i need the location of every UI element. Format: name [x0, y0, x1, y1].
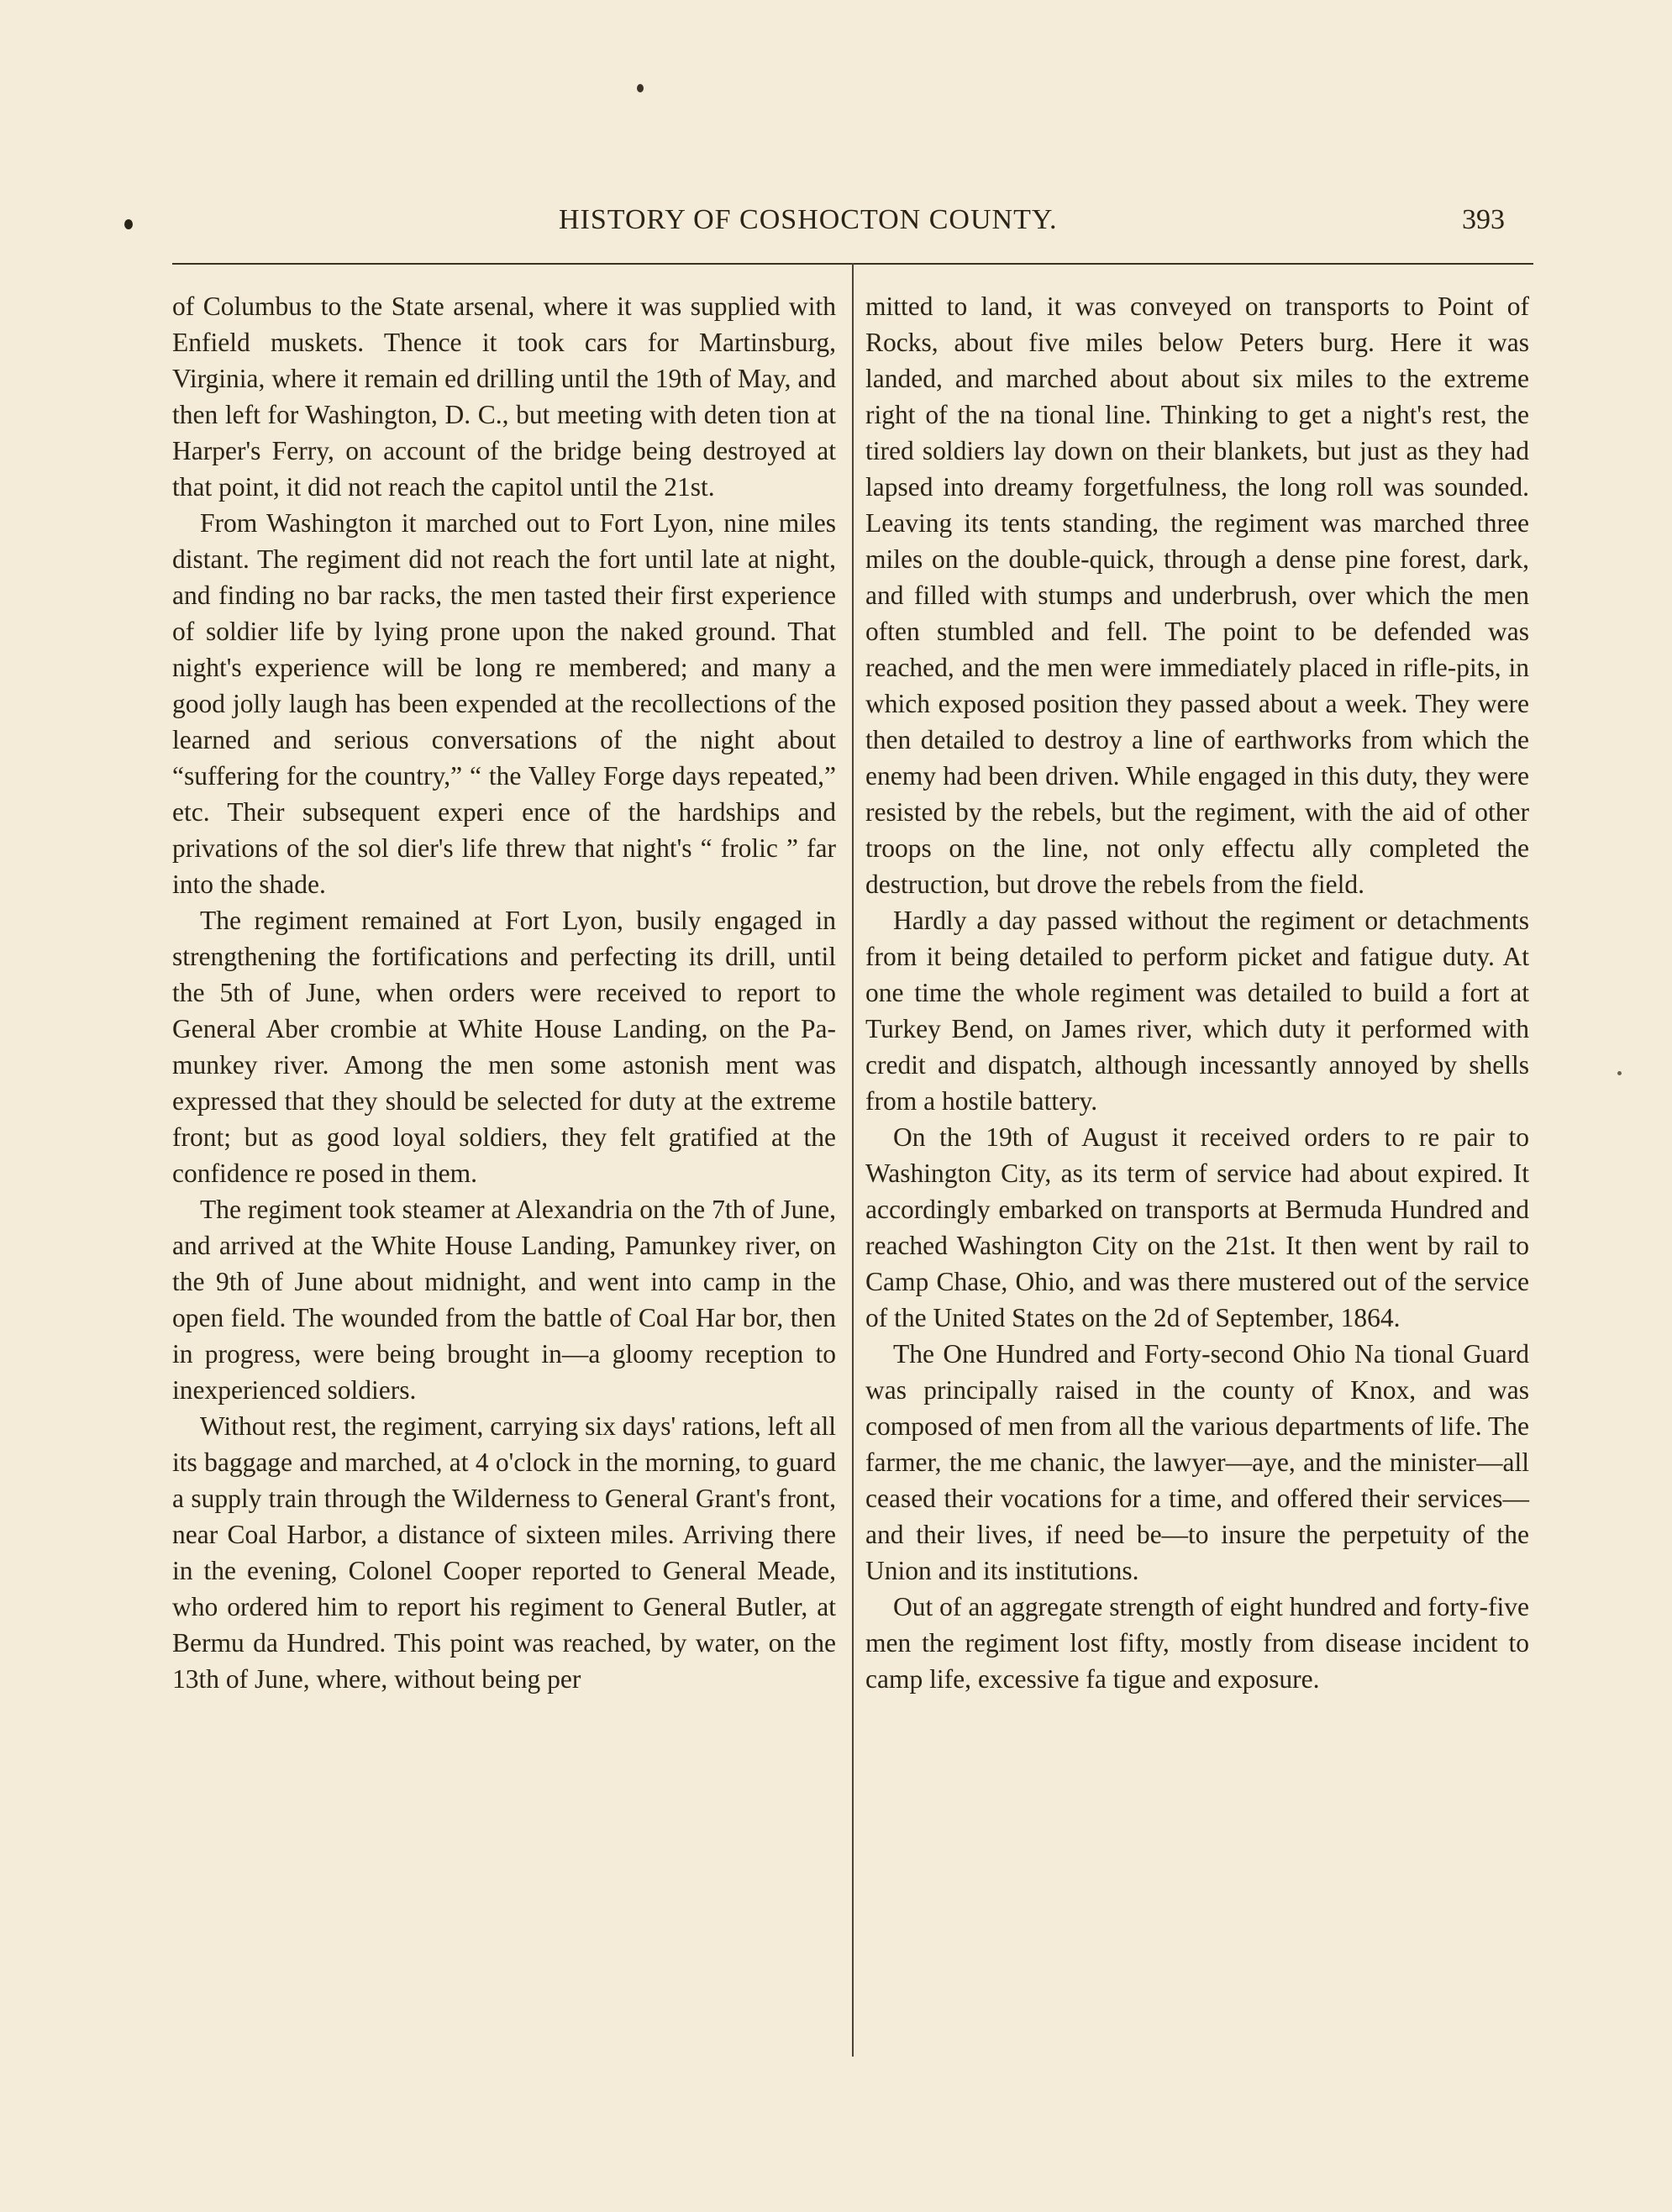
paragraph: The regiment took steamer at Alexandria on the 7th of June, and arrived at the White House Landing, Pamunkey river, on the 9th of June about midnight, and went into camp in the open field. The wounded from the battle of Coal Har bor, then in progress, were being brought in—a gloomy reception to inexperienced soldiers.	[172, 1195, 836, 1405]
paragraph: Without rest, the regiment, carrying six days' rations, left all its baggage and marched, at 4 o'clock in the morning, to guard a supply train through the Wilderness to General Grant's front, near Coal Harbor, a distance of sixteen miles. Arriving there in the evening, Colonel Cooper reported to General Meade, who ordered him to report his regiment to General Butler, at Bermu da Hundred. This point was reached, by water, on the 13th of June, where, without being per	[172, 1411, 836, 1694]
page-number: 393	[1462, 204, 1505, 235]
paragraph: From Washington it marched out to Fort Lyon, nine miles distant. The regiment did not reach the fort until late at night, and finding no bar racks, the men tasted their first experience of soldier life by lying prone upon the naked ground. That night's experience will be long re membered; and many a good jolly laugh has been expended at the recollections of the learned and serious conversations of the night about “suffering for the country,” “ the Valley Forge days repeated,” etc. Their subsequent experi ence of the hardships and privations of the sol dier's life threw that night's “ frolic ” far into the shade.	[172, 508, 836, 899]
paragraph: Out of an aggregate strength of eight hundred and forty-five men the regiment lost fifty, mostly from disease incident to camp life, excessive fa tigue and exposure.	[865, 1592, 1529, 1694]
paragraph: The One Hundred and Forty-second Ohio Na tional Guard was principally raised in the county of Knox, and was composed of men from all the various departments of life. The farmer, the me chanic, the lawyer—aye, and the minister—all ceased their vocations for a time, and offered their services—and their lives, if need be—to insure the perpetuity of the Union and its institutions.	[865, 1339, 1529, 1585]
paragraph: Hardly a day passed without the regiment or detachments from it being detailed to perform picket and fatigue duty. At one time the whole regiment was detailed to build a fort at Turkey Bend, on James river, which duty it performed with credit and dispatch, although incessantly annoyed by shells from a hostile battery.	[865, 906, 1529, 1116]
ink-speck	[637, 84, 644, 92]
paragraph: On the 19th of August it received orders to re pair to Washington City, as its term of service had about expired. It accordingly embarked on transports at Bermuda Hundred and reached Washington City on the 21st. It then went by rail to Camp Chase, Ohio, and was there mustered out of the service of the United States on the 2d of September, 1864.	[865, 1122, 1529, 1332]
ink-speck	[1617, 1071, 1622, 1075]
right-column	[865, 288, 1529, 1697]
page-header	[0, 204, 1672, 255]
paragraph: mitted to land, it was conveyed on transports to Point of Rocks, about five miles below Peters burg. Here it was landed, and marched about about six miles to the extreme right of the na tional line. Thinking to get a night's rest, the tired soldiers lay down on their blankets, but just as they had lapsed into dreamy forgetfulness, the long roll was sounded. Leaving its tents standing, the regiment was marched three miles on the double-quick, through a dense pine forest, dark, and filled with stumps and underbrush, over which the men often stumbled and fell. The point to be defended was reached, and the men were immediately placed in rifle-pits, in which exposed position they passed about a week. They were then detailed to destroy a line of earthworks from which the enemy had been driven. While engaged in this duty, they were resisted by the rebels, but the regiment, with the aid of other troops on the line, not only effectu ally completed the destruction, but drove the rebels from the field.	[865, 292, 1529, 899]
column-divider	[852, 263, 854, 2057]
running-title: HISTORY OF COSHOCTON COUNTY.	[559, 204, 1058, 235]
margin-bullet-mark	[124, 219, 133, 229]
paragraph: of Columbus to the State arsenal, where it was supplied with Enfield muskets. Thence it took cars for Martinsburg, Virginia, where it remain ed drilling until the 19th of May, and then left for Washington, D. C., but meeting with deten tion at Harper's Ferry, on account of the bridge being destroyed at that point, it did not reach the capitol until the 21st.	[172, 292, 836, 502]
left-column	[172, 288, 836, 1697]
paragraph: The regiment remained at Fort Lyon, busily engaged in strengthening the fortifications and perfecting its drill, until the 5th of June, when orders were received to report to General Aber crombie at White House Landing, on the Pa munkey river. Among the men some astonish ment was expressed that they should be selected for duty at the extreme front; but as good loyal soldiers, they felt gratified at the confidence re posed in them.	[172, 906, 836, 1188]
